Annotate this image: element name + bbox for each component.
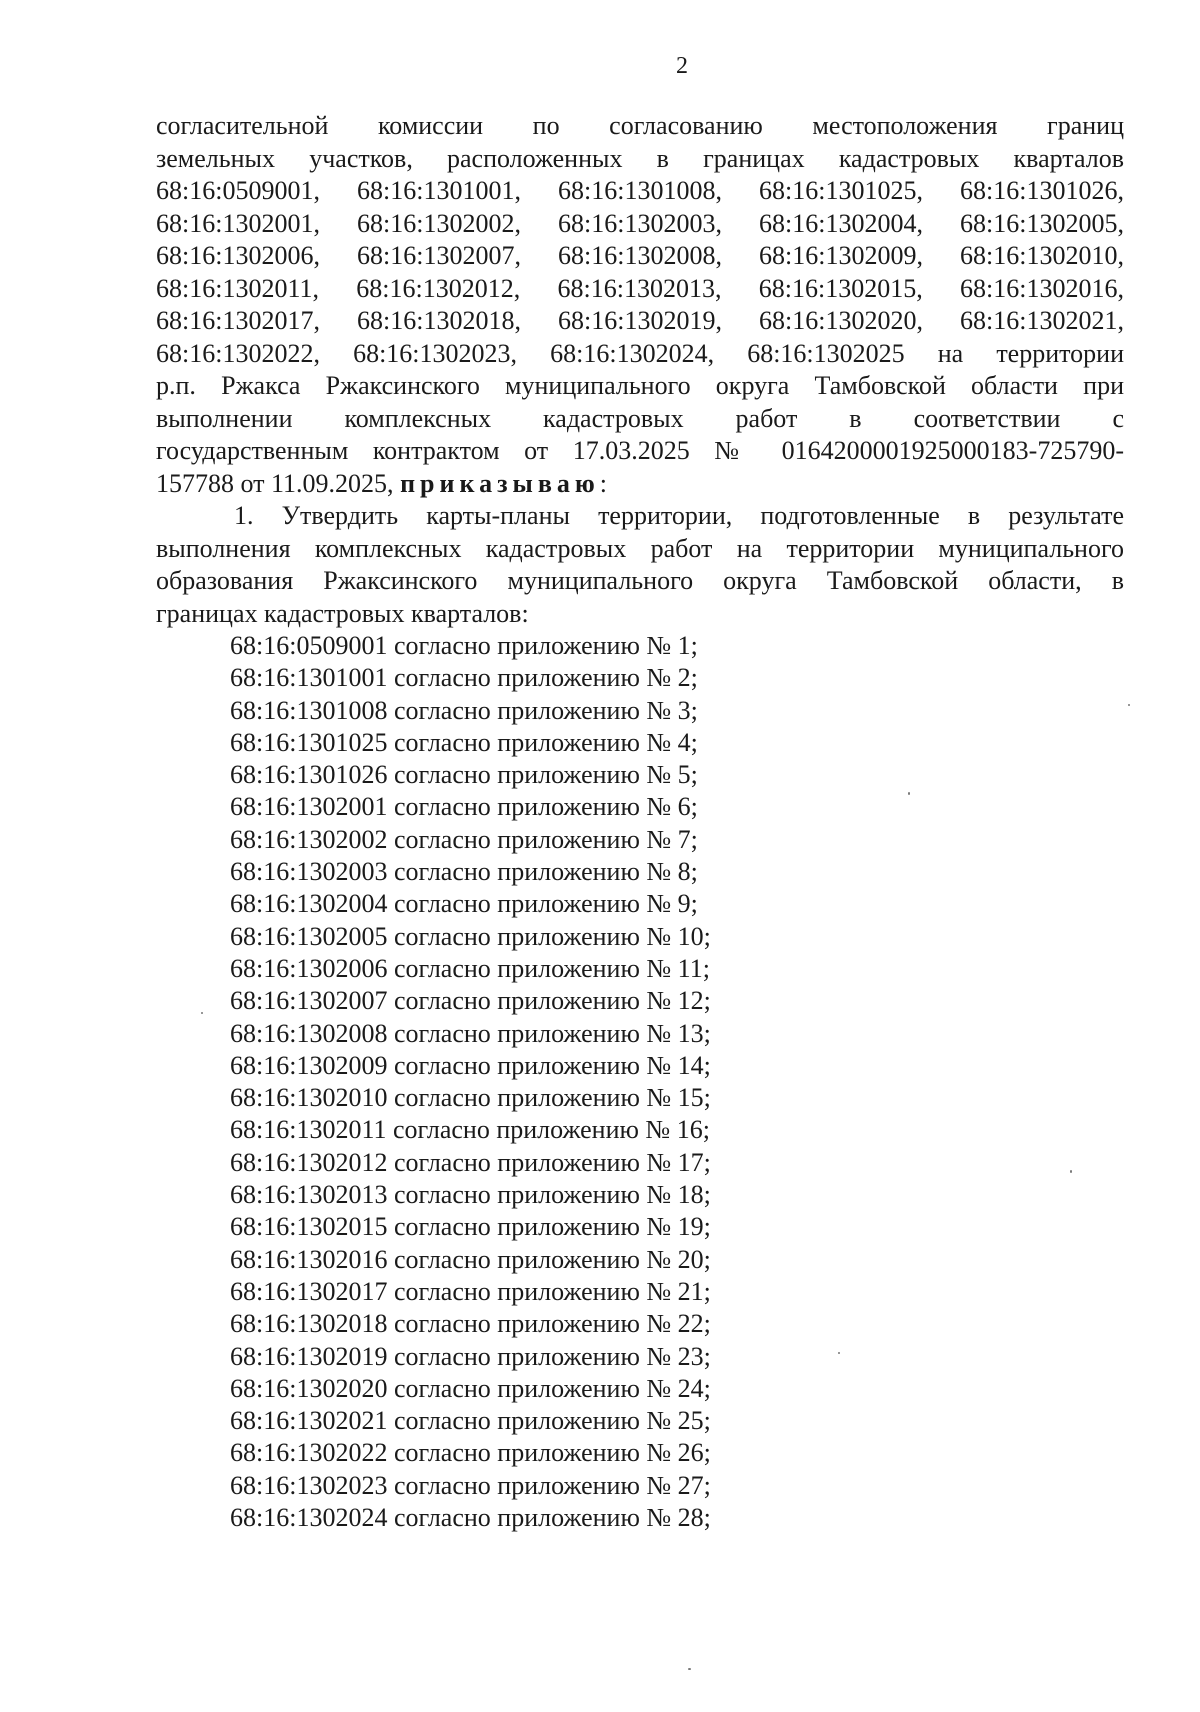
list-item: 68:16:1302007 согласно приложению № 12; (230, 986, 711, 1016)
scan-speck (688, 1668, 691, 1670)
intro-final-line (156, 468, 1124, 501)
list-item: 68:16:1302019 согласно приложению № 23; (230, 1341, 711, 1371)
intro-line: согласительной комиссии по согласованию местоположения границ (156, 111, 1124, 140)
list-item: 68:16:1302022 согласно приложению № 26; (230, 1438, 711, 1468)
appendix-list (156, 630, 1124, 1534)
intro-line: 68:16:1302017, 68:16:1302018, 68:16:1302019, 68:16:1302020, 68:16:1302021, (156, 306, 1124, 335)
intro-line: 68:16:1302001, 68:16:1302002, 68:16:1302003, 68:16:1302004, 68:16:1302005, (156, 208, 1124, 238)
list-item: 68:16:1302003 согласно приложению № 8; (230, 857, 698, 887)
intro-line: выполнении комплексных кадастровых работ в соответствии с (156, 403, 1124, 433)
list-item: 68:16:1302015 согласно приложению № 19; (230, 1212, 711, 1242)
item-1-line: 1. Утвердить карты-планы территории, подготовленные в результате (234, 501, 1124, 530)
list-item: 68:16:1302009 согласно приложению № 14; (230, 1050, 711, 1080)
list-item: 68:16:1302016 согласно приложению № 20; (230, 1244, 711, 1274)
list-item: 68:16:1302013 согласно приложению № 18; (230, 1180, 711, 1210)
item-1-paragraph (156, 500, 1124, 630)
page-number: 2 (676, 53, 688, 79)
list-item: 68:16:1302001 согласно приложению № 6; (230, 792, 698, 822)
list-item: 68:16:0509001 согласно приложению № 1; (230, 631, 698, 660)
list-item: 68:16:1302018 согласно приложению № 22; (230, 1309, 711, 1339)
list-item: 68:16:1302002 согласно приложению № 7; (230, 824, 698, 854)
list-item: 68:16:1302024 согласно приложению № 28; (230, 1503, 711, 1533)
list-item: 68:16:1302020 согласно приложению № 24; (230, 1373, 711, 1403)
intro-line: 68:16:1302006, 68:16:1302007, 68:16:1302008, 68:16:1302009, 68:16:1302010, (156, 241, 1124, 270)
scan-speck (201, 1012, 203, 1014)
list-item: 68:16:1302010 согласно приложению № 15; (230, 1083, 711, 1113)
list-item: 68:16:1302012 согласно приложению № 17; (230, 1147, 711, 1177)
order-word: приказываю (400, 468, 600, 498)
item-1-line: границах кадастровых кварталов: (156, 598, 529, 628)
list-item: 68:16:1301025 согласно приложению № 4; (230, 727, 698, 757)
order-colon: : (599, 468, 607, 498)
item-1-line: выполнения комплексных кадастровых работ на территории муниципального (156, 533, 1124, 563)
scan-speck (1070, 1170, 1072, 1173)
list-item: 68:16:1302005 согласно приложению № 10; (230, 921, 711, 951)
intro-paragraph (156, 110, 1124, 500)
item-1-line: образования Ржаксинского муниципального округа Тамбовской области, в (156, 566, 1124, 595)
list-item: 68:16:1302023 согласно приложению № 27; (230, 1470, 711, 1500)
scan-speck (1128, 704, 1130, 706)
scan-speck (908, 792, 910, 795)
list-item: 68:16:1302006 согласно приложению № 11; (230, 953, 710, 983)
list-item: 68:16:1302004 согласно приложению № 9; (230, 889, 698, 919)
intro-line: 68:16:0509001, 68:16:1301001, 68:16:1301008, 68:16:1301025, 68:16:1301026, (156, 176, 1124, 205)
intro-line: государственным контрактом от 17.03.2025 № 0164200001925000183-725790- (156, 436, 1124, 465)
scan-speck (838, 1352, 840, 1354)
list-item: 68:16:1302008 согласно приложению № 13; (230, 1018, 711, 1048)
list-item: 68:16:1302021 согласно приложению № 25; (230, 1406, 711, 1436)
list-item: 68:16:1302011 согласно приложению № 16; (230, 1115, 710, 1145)
intro-final-text: 157788 от 11.09.2025, (156, 468, 401, 498)
list-item: 68:16:1301026 согласно приложению № 5; (230, 760, 698, 790)
intro-line: 68:16:1302022, 68:16:1302023, 68:16:1302024, 68:16:1302025 на территории (156, 338, 1124, 368)
list-item: 68:16:1302017 согласно приложению № 21; (230, 1276, 711, 1306)
list-item: 68:16:1301008 согласно приложению № 3; (230, 695, 698, 725)
intro-line: р.п. Ржакса Ржаксинского муниципального округа Тамбовской области при (156, 371, 1124, 400)
intro-line: 68:16:1302011, 68:16:1302012, 68:16:1302013, 68:16:1302015, 68:16:1302016, (156, 273, 1124, 303)
list-item: 68:16:1301001 согласно приложению № 2; (230, 663, 698, 693)
intro-line: земельных участков, расположенных в границах кадастровых кварталов (156, 143, 1124, 173)
